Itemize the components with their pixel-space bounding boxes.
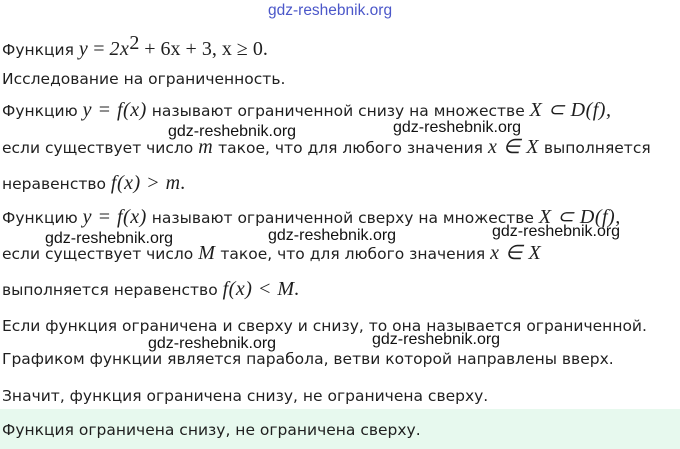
watermark: gdz-reshebnik.org <box>372 331 501 348</box>
definition-lower-line2: если существует число m такое, что для любого значения x ∈ X выполняется <box>2 136 651 158</box>
watermark: gdz-reshebnik.org <box>148 335 277 352</box>
graph-description: Графиком функции является парабола, ветви которой направлены вверх. <box>2 350 614 368</box>
function-definition: Функция $y = 2x^2 + 6x + 3$, x ≥ 0. <box>2 32 268 61</box>
definition-upper-line1: Функцию y = f(x) называют ограниченной сверху на множестве X ⊂ D(f), <box>2 206 621 228</box>
answer-box <box>0 409 680 449</box>
definition-lower-line3: неравенство f(x) > m. <box>2 172 187 194</box>
bounded-definition: Если функция ограничена и сверху и снизу, то она называется ограниченной. <box>2 317 647 335</box>
watermark: gdz-reshebnik.org <box>168 123 297 140</box>
watermark: gdz-reshebnik.org <box>45 230 174 247</box>
definition-upper-line3: выполняется неравенство f(x) < M. <box>2 278 301 300</box>
watermark: gdz-reshebnik.org <box>268 227 397 244</box>
definition-lower-line1: Функцию y = f(x) называют ограниченной снизу на множестве X ⊂ D(f), <box>2 99 612 121</box>
answer-text: Функция ограничена снизу, не ограничена сверху. <box>2 421 421 439</box>
definition-upper-line2: если существует число M такое, что для любого значения x ∈ X <box>2 242 542 264</box>
watermark-top: gdz-reshebnik.org <box>268 2 393 19</box>
watermark: gdz-reshebnik.org <box>492 223 621 240</box>
section-heading: Исследование на ограниченность. <box>2 70 286 88</box>
watermark: gdz-reshebnik.org <box>393 119 522 136</box>
conclusion: Значит, функция ограничена снизу, не ограничена сверху. <box>2 387 489 405</box>
